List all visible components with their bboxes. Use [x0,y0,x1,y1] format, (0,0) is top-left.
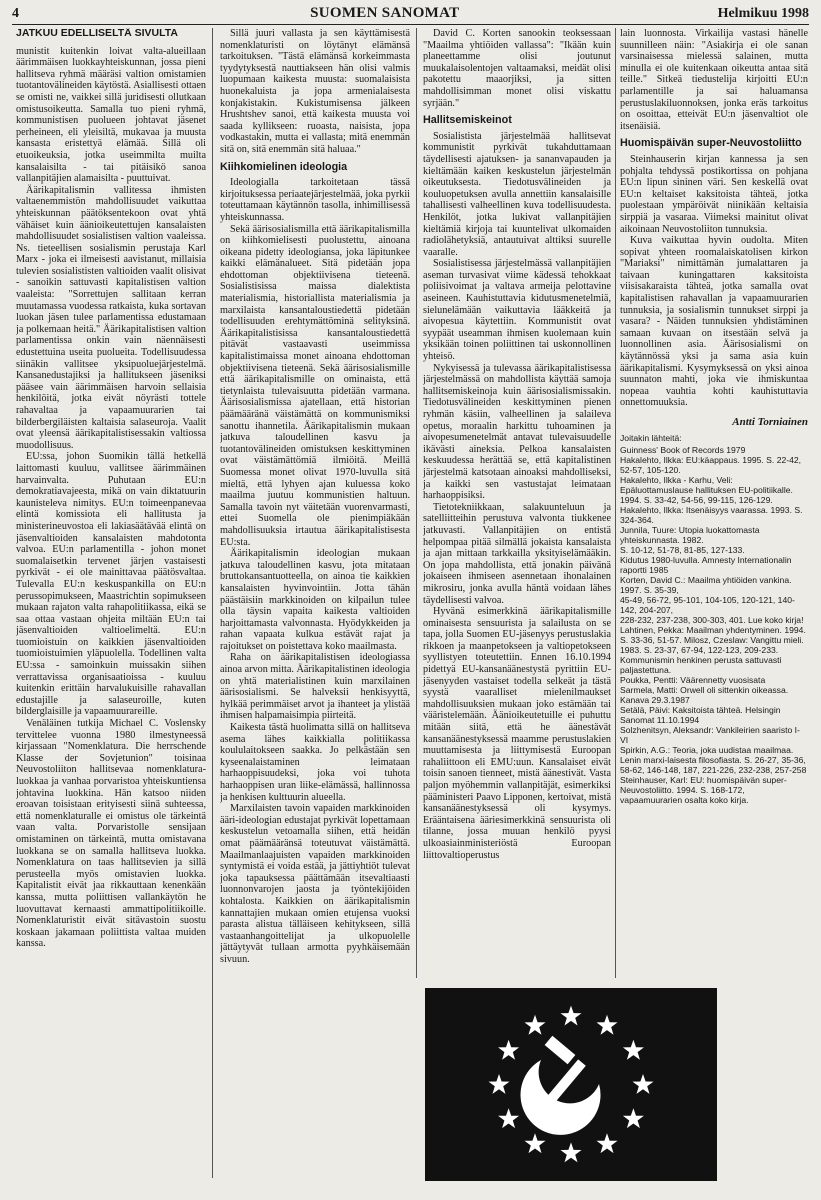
paragraph: Kuva vaikuttaa hyvin oudolta. Miten sopivat yhteen roomalaiskatolisen kirkon "Mariaksi" nimittämän jumalattaren ja taivaan kuningattaren kaksitoista viisisakaraista tähteä, jotka samalla ovat kapitalistisen rahavallan ja vapaamuurarien tunnuksia, ja sosialismin tunnukset sirppi ja vasara? - Näiden tunnuksien yhdistäminen samaan kuvaan on itsestään selvä ja luonnollinen asia. Äärisosialismi on käytännössä yksi ja sama asia kuin äärikapitalismi. Kysymyksessä on yksi ainoa suunnaton mahti, joka vie ihmiskuntaa nopeaa vauhtia kohti kauhistuttavia onnettomuuksia. [620,235,808,409]
source-item: S. 10-12, 51-78, 81-85, 127-133. [620,544,745,555]
author-signature: Antti Torniainen [732,416,808,428]
article-column-4 [620,28,808,978]
paragraph: Kaikesta tästä huolimatta sillä on hallitseva asema lähes kaikkialla politiikassa koululaitokseen saakka. Jo pelkästään sen kyseenalaistaminen leimataan harhaoppisuudeksi, joka voi tuhota harhaoppisen uran liike-elämässä, hallinnossa ja henkisen kulttuurin alueella. [220,722,410,803]
source-item: Junnila, Tuure: Utopia luokattomasta yhteiskunnasta. 1982. [620,524,760,545]
article-column-2 [220,28,410,1158]
source-item: Setälä, Päivi: Kaksitoista tähteä. Helsingin Sanomat 11.10.1994 [620,704,781,725]
paragraph: Äärikapitalismin vallitessa ihmisten valtaenemmistön mahdollisuudet vaikuttaa yhteiskunnan päätöksentekoon ovat yhtä vähäiset kuin äänioikeutettujen kansalaisten mahdollisuudet sosialistisen valtion vaaleissa. Ns. tieteellisen sosialismin perustaja Karl Marx - joka ei ilmeisesti aavistanut, millaisia tulevien sosialististen valtioiden vaalit olisivat - sanoikin sattuvasti kapitalistisen valtion vaaleista: "Sorrettujen sallitaan kerran muutamassa vuodessa ratkaista, kuka sortavan luokan jäsen tulee parlamentissa edustamaan ja polkemaan heitä." Äärikapitalistisen valtion parlamentissa onkin vain näennäisesti edustettuina useita puolueita. Todellisuudessa siinäkin vallitsee yksipuoluejärjestelmä. Kansanedustajiksi ja hallitukseen jäseniksi pääsee vain äärimmäisen harvoin sellaisia henkilöitä, jotka eivät nöyrästi tottele rahavaltaa ja vapaamuurarien tai bilderbergiläisten kaltaisia salaseuroja. Vaalit ovat yleensä äärikapitalistisessakin valtiossa muodollisuus. [16,184,206,451]
star-icon [623,1040,644,1060]
paragraph: Venäläinen tutkija Michael C. Voslensky tervittelee vuonna 1980 ilmestyneessä kirjassaan "Nomenklatura. Die herrschende Klasse der Sovjetunion" toisinaa Neuvostoliiton hallitsevaa nomenklatura-luokkaa ja vanhaa porvaristoa yhteiskuntiensa johtavina luokkina. Hän katsoo niiden eroavan toisistaan erityisesti siinä suhteessa, että nomenklaturalle ei omistus ole tärkeintä vaan valta. Porvaristolle sensijaan omistaminen on tärkeintä, mutta omistavana luokkana se on samalla hallitseva luokka. Nomenklatura on taas hallitsevien ja sillä perusteella myös omistavien luokka. Kapitalistit eivät jaa rikkauttaan kenenkään kanssa, mutta poliittisen vallankäytön he luovuttavat kernaasti ammattipolitiikoille. Nomenklaturistit eivät sitävastoin suostu koskaan jakamaan poliittista valtaa muiden kanssa. [16,718,206,950]
column-divider [416,28,417,978]
paragraph: Äärikapitalismin ideologian mukaan jatkuva taloudellinen kasvu, jota mitataan bruttokansantuotteella, on ainoa tie kaikkien kansalaisten hyvinvointiin. Jotta tähän päästäisiin markkinoiden on kilpailun tulee olla täysin vapaita kaikesta valtioiden harjoittamasta valvonnasta. Hyödykkeiden ja rahan vapaata kulkua estävät rajat ja rajoitukset on poistettava koko maailmasta. [220,548,410,652]
star-icon [597,1133,618,1153]
source-item: Guinness' Book of Records 1979 [620,444,746,455]
article-column-3 [423,28,611,978]
source-item: Hakalehto, Ilkka: EU:käappaus. 1995. S. 22-42, 52-57, 105-120. [620,454,802,475]
paragraph: Sosialistisessa järjestelmässä vallanpitäjien aseman turvasivat viime kädessä tehokkaat poliisivoimat ja valtava armeija pelottavine aseineen. Kauhistuttavia kidutusmenetelmiä, sielunelämään vaikuttavia lääkkeitä ja aivopesua käytettiin. Kommunistit ovat syypäät useamman ihmisen kuolemaan kuin yksikään toinen poliittinen tai uskonnollinen yhteisö. [423,258,611,363]
paragraph: Tietotekniikkaan, salakuunteluun ja satelliitteihin perustuva valvonta tiukkenee jatkuvasti. Vallanpitäjien on entistä helpompaa pitää silmällä jokaista kansalaista ja ajan mittaan tarkkailla yksityiselämääkin. On jopa mahdollista, että jonakin päivänä jokaiseen ihmiseen asennetaan ihonalainen mikrosiru, jonka avulla häntä voidaan lähes täydellisesti valvoa. [423,501,611,606]
masthead: SUOMEN SANOMAT [310,5,460,21]
section-heading: Hallitsemiskeinot [423,114,512,127]
star-icon [525,1015,546,1035]
star-icon [597,1015,618,1035]
paragraph: Sekä äärisosialismilla että äärikapitalismilla on kiihkomielisesti puolustettu, ainoana oikeana pidetty ideologiansa, joka läpitunkee kaikki elämänalueet. Sitä pidetään jopa ehdottoman objektiivisena tieteenä. Sosialistisissa maissa dialektista materialismia, historiallista materialismia ja marxilaista kansantaloustiedettä pidetään todellisuuden erehtymättöminä selityksinä. Äärikapitalistisissa kansantaloustiedettä pitävät vastaavasti useimmissa kapitalistimaissa monet ainoana ehdottoman objektiivisena tieteenä. Sekä äärisosialismille että äärikapitalismille on ominaista, että tietynlaista tulevaisuutta pidetään varmana. Äärisosialismissa ajatellaan, että historian päämääränä väistämättä on kommunismiksi sanottu ihannetila. Äärikapitalismin mukaan jatkuva taloudellinen kasvu ja tuotantovälineiden omistuksen keskittyminen ovat väistämättömiä ilmiöitä. Meillä Suomessa monet olivat 1970-luvulla sitä mieltä, että lyhyen ajan kuluessa koko maailma juutuu kommunistien haltuun. Samalla tavoin nyt väitetään vuorenvarmasti, ettei Suomella ole pienimpiäkään mahdollisuuksia irtautua äärikapitalistisesta EU:sta. [220,223,410,548]
page-number: 4 [12,6,19,21]
star-icon [623,1108,644,1128]
page-header [12,2,809,25]
star-icon [525,1133,546,1153]
paragraph: Hyvänä esimerkkinä äärikapitalismille ominaisesta sensuurista ja salailusta on se tapa, jolla Suomen EU-jäsenyys perustuslakia rikkoen ja maanpetokseen ja valtiopetokseen syyllistyen toteutettiin. Ennen 16.10.1994 pidettyä EU-kansanäänestystä pyrittiin EU-jäsenyyden vastaiset todella selkeät ja tästä syystä vaaralliset mielenilmaukset mahdollisuuksien mukaan joko estämään tai vääristelemään. Äänioikeutetuille ei puhuttu mitään siitä, että he äänestävät kansanäänestyksessä maamme perustuslakien muuttamisesta ja liittymisestä Euroopan rahaliittoon eli EMU:uun. Kansalaiset eivät toisin sanoen tienneet, mistä äänestivät. Vasta paljon myöhemmin vallanpitäjät, esimerkiksi pääministeri Paavo Lipponen, kertoivat, mistä kansanäänestyksessä oli kysymys. Erääntaisena ääriesimerkkinä sensuurista oli tilanne, jossa muuan henkilö pyysi ulkoasiainministeriöstä Euroopan liittovaltioperustus [423,606,611,861]
paragraph: munistit kuitenkin loivat valta-alueillaan äärimmäisen luokkayhteiskunnan, jossa pieni hallitseva ryhmä määräsi valtion omistamien tuotantovälineiden käytöstä. Asiallisesti ottaen se omisti ne, vaikkei sillä juridisesti ollutkaan omistusoikeutta. Samalla tuo pieni ryhmä, kommunistisen puolueen johtavat jäsenet perheineen, eli yleisiltä, mukavaa ja muusta kansasta eristettyä elämää. Sillä oli etuoikeuksia, jotka useimmilta muilta kansalaisilta - tai pitäisikö sanoa vallanpitäjien alamaisilta - puuttuivat. [16,45,206,185]
source-item: Korten, David C.: Maailma yhtiöiden vankina. 1997. S. 35-39, [620,574,792,595]
continued-label: JATKUU EDELLISELTÄ SIVULTA [16,28,178,39]
column-divider [212,28,213,1178]
source-item: Sarmela, Matti: Orwell oli sittenkin oikeassa. Kanava 29.3.1987 [620,684,789,705]
sources-list [620,433,808,805]
paragraph: Nykyisessä ja tulevassa äärikapitalistisessa järjestelmässä on mahdollista käyttää samoja hallitsemiskeinoja kuin äärisosialismissakin. Tiedotusvälineiden keskittyminen pienen ryhmän käsiin, valheellinen ja salaileva opetus, moraalin harkittu tuhoaminen ja aivopesumenetelmät antavat tulevaisuudelle ikävästi aineksia. Pelkoa kansalaisten keskuudessa herättää se, että kapitalistinen järjestelmä katsotaan ainoaksi mahdolliseksi, ja kaikki sen vastustajat leimataan harhaoppisiksi. [423,362,611,502]
sources-title: Joitakin lähteitä: [620,432,682,443]
eu-soviet-flag-image [425,988,717,1181]
source-item: Spirkin, A.G.: Teoria, joka uudistaa maailmaa. Lenin marxi-laisesta filosofiasta. S. 26-27, 35-36, 58-62, 146-148, 187, 221-226, 232-238, 257-258 [620,744,807,775]
issue-date: Helmikuu 1998 [717,6,809,21]
source-item: 228-232, 237-238, 300-303, 401. Lue koko kirja! [620,614,804,625]
star-icon [633,1074,654,1094]
source-item: Hakalehto, Ilkka: Itsenäisyys vaarassa. 1993. S. 324-364. [620,504,803,525]
section-heading: Kiihkomielinen ideologia [220,160,348,173]
paragraph: lain luonnosta. Virkailija vastasi hänelle suunnilleen näin: "Asiakirja ei ole sanan varsinaisessa mielessä salainen, mutta minulla ei ole kuitenkaan oikeutta antaa sitä teille." Sitkeä tiedustelija kirjoitti EU:n parlamentille ja sai haluamansa perustuslakiluonnoksen, jonka eräs tarkoitus on osoittaa, etteivät EU:n jäsenvaltiot ole itsenäisiä. [620,28,808,132]
column-divider [615,28,616,978]
paragraph: Marxilaisten tavoin vapaiden markkinoiden ääri-ideologian edustajat pyrkivät lopettamaan keskustelun vetoamalla siihen, että heidän omat päämääränsä toteutuvat väistämättä. Maailmanlaajuisten vapaiden markkinoiden syntymistä ei voida estää, ja jättiyhtiöt tulevat joka tapauksessa päättämään itsevaltiaasti luonnonvarojen jaosta ja työntekijöiden kohtalosta. Kaikkien on äärikapitalismin kannattajien mukaan omien etujensa vuoksi parasta alistua tälläiseen kehitykseen, sillä vastaanhangoittelijat ja ulkopuolelle jättäytyvät tullaan armotta pyyhkäisemään sivuun. [220,803,410,965]
source-item: Hakalehto, Ilkka - Karhu, Veli: Epäluottamuslause hallituksen EU-politiikalle. 1994. S. 33-42, 54-56, 99-115, 126-129. [620,474,793,505]
paragraph: Sillä juuri vallasta ja sen käyttämisestä nomenklaturisti on löytänyt elämänsä tarkoituksen. "Tästä elämänsä korkeimmasta tyydytyksestä nauttiakseen hän olisi valmis luopumaan kaikesta muusta: suomalaisista huonekaluista ja jopa armenialaisesta konjakistakin. Kukistumisensa jälkeen Hrushtshev sanoi, että kaikesta muusta voi saada kyllikseen: ruoasta, naisista, jopa vodkastakin, mutta ei vallasta; mitä enemmän sitä on, sitä enemmän sitä haluaa." [220,28,410,155]
paragraph: Steinhauserin kirjan kannessa ja sen pohjalta tehdyssä postikortissa on pohjana EU:n lipun sininen väri. Sen keskellä ovat EU:n keltaiset kaksitoista tähteä, jotka puolestaan ympäröivät niinikään keltaisia sirppiä ja vasaraa. Viimeksi mainitut olivat aikoinaan Neuvostoliiton tunnuksia. [620,153,808,235]
paragraph: David C. Korten sanookin teoksessaan "Maailma yhtiöiden vallassa": "Ikään kuin planeettamme olisi joutunut muukalaisolentojen valtaamaksi, meidät olisi pakotettu maaorjiksi, ja sitten mahdollisimman monet olisi viskattu syrjään." [423,28,611,109]
source-item: Solzhenitsyn, Aleksandr: Vankileirien saaristo I-VI [620,724,800,745]
source-item: Steinhauser, Karl: EU: huomispäivän super-Neuvostoliitto. 1994. S. 168-172, vapaamuurarien osalta koko kirja. [620,774,787,805]
paragraph: EU:ssa, johon Suomikin tällä hetkellä laittomasti kuuluu, vallitsee äärimmäinen harvainvalta. Puhutaan EU:n demokratiavajeesta, mikä on vain diktatuurin kaunisteleva nimitys. EU:n toimeenpanevaa elintä komissiota eli hallitusta ja ministerineuvostoa eli lakiasäätävää elintä on jäsenvaltioiden kansalaisten mahdotonta valvoa. EU:n parlamentilla - johon monet suomalaisetkin tervenet järjen vastaisesti pyrkivät - ei ole mainittavaa päätösvaltaa. Tulevalla EU:n keskuspankilla on EU:n perussopimukseen, Maastrichtin sopimukseen mukaan rajaton valta rahapolitiikassa, eikä se saa ottaa vastaan ohjeita miltään EU:n tai jäsenvaltioiden valtioelimeltä. EU:n tuomioistuin on kaikkien jäsenvaltioiden tuomioistuimien yläpuolella. Todellinen valta EU:ssa - samoinkuin muissakin siihen verrattavissa organisaatioissa - kuuluu kuitenkin erittäin harvalukuisille rahavallan edustajille ja salaseuroille, kuten bilderglaisille ja vapaamuurareille. [16,451,206,718]
star-icon [561,1006,582,1026]
star-icon [561,1142,582,1162]
star-icon [498,1040,519,1060]
paragraph: Ideologialla tarkoitetaan tässä kirjoituksessa periaatejärjestelmää, joka pyrkii toteuttamaan käytännön tasolla, inhimillisessä yhteiskunnassa. [220,177,410,223]
hammer-sickle-stars-icon [425,988,717,1181]
section-heading: Huomispäivän super-Neuvostoliitto [620,137,802,150]
star-icon [489,1074,510,1094]
paragraph: Raha on äärikapitalistisen ideologiassa ainoa arvon mitta. Äärikapitalistinen ideologia on yhtä materialistinen kuin marxilainen äärisosialismi. Se halveksii henkisyyttä, hylkää perimmäiset arvot ja ihanteet ja ylistää ihmisen halpamaisimpia piirteitä. [220,652,410,722]
source-item: Lahtinen, Pekka: Maailman yhdentyminen. 1994. S. 33-36, 51-57. Milosz, Czeslaw: Vangittu mieli. 1983. S. 23-37, 67-94, 122-123, 209-233. Kommunismin henkinen perusta sattuvasti paljastettuna. [620,624,806,675]
source-item: Kidutus 1980-luvulla. Amnesty Internationalin raportti 1985 [620,554,792,575]
article-column-1 [16,28,206,1158]
source-item: 45-49, 56-72, 95-101, 104-105, 120-121, 140-142, 204-207, [620,594,795,615]
star-icon [498,1108,519,1128]
paragraph: Sosialistista järjestelmää hallitsevat kommunistit pyrkivät tukahduttamaan täydellisesti ajatuksen- ja sananvapauden ja kieltämään kaiken keskustelun järjestelmän oikeutuksesta. Tiedotusvälineiden ja kouluopetuksen avulla annettiin kansalaisille tahallisesti valheellinen kuva todellisuudesta. Henkilöt, jotka lukivat vallanpitäjien kieltämiä kirjoja tai kuuntelivat ulkomaiden radiolähetyksiä, antautuivat alttiksi suurelle vaaralle. [423,130,611,258]
source-item: Poukka, Pentti: Väärennetty vuosisata [620,674,766,685]
